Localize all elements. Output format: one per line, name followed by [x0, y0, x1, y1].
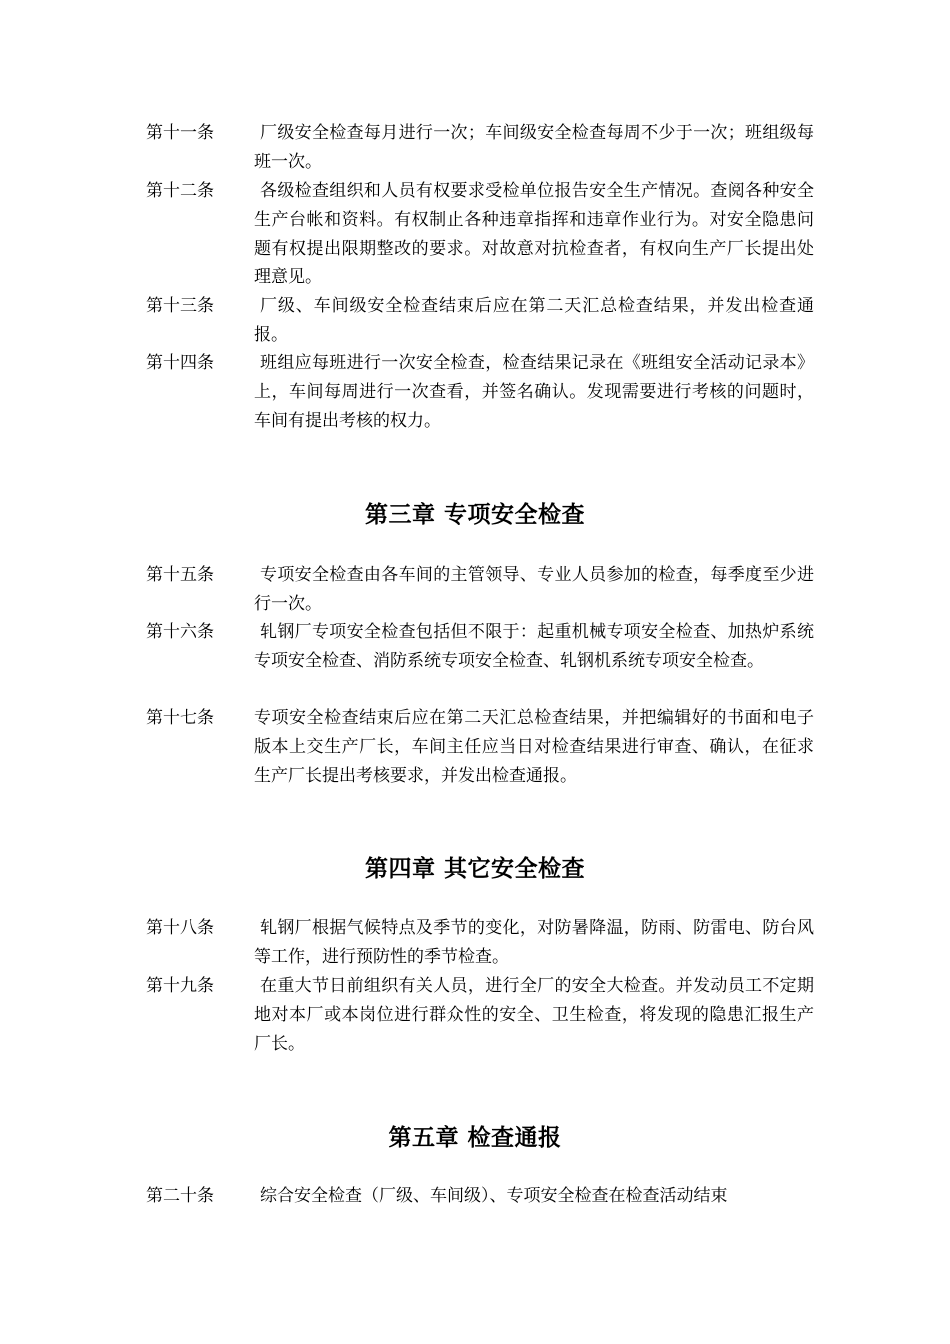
article-text: 专项安全检查由各车间的主管领导、专业人员参加的检查，每季度至少进行一次。 [254, 565, 814, 614]
article-16 [146, 618, 826, 676]
article-text: 专项安全检查结束后应在第二天汇总检查结果，并把编辑好的书面和电子版本上交生产厂长，车间主任应当日对检查结果进行审查、确认，在征求生产厂长提出考核要求，并发出检查通报。 [254, 708, 814, 786]
article-number: 第二十条 [146, 1186, 214, 1206]
article-text: 轧钢厂专项安全检查包括但不限于：起重机械专项安全检查、加热炉系统专项安全检查、消防系统专项安全检查、轧钢机系统专项安全检查。 [254, 622, 814, 671]
article-15 [146, 561, 826, 619]
article-number: 第十九条 [146, 976, 214, 996]
article-number: 第十四条 [146, 353, 214, 373]
article-12 [146, 177, 826, 292]
article-number: 第十二条 [146, 181, 214, 201]
chapter-heading: 第三章 专项安全检查 [364, 501, 585, 528]
article-number: 第十八条 [146, 918, 214, 938]
article-14 [146, 349, 826, 435]
article-number: 第十六条 [146, 622, 214, 642]
chapter-heading: 第四章 其它安全检查 [364, 855, 585, 882]
chapter-heading: 第五章 检查通报 [388, 1124, 562, 1151]
article-20 [146, 1182, 826, 1211]
article-18 [146, 914, 826, 972]
article-number: 第十五条 [146, 565, 214, 585]
article-19 [146, 972, 826, 1058]
article-text: 厂级、车间级安全检查结束后应在第二天汇总检查结果，并发出检查通报。 [254, 296, 814, 345]
article-11 [146, 119, 826, 177]
article-text: 轧钢厂根据气候特点及季节的变化，对防暑降温，防雨、防雷电、防台风等工作，进行预防性的季节检查。 [254, 918, 814, 967]
article-text: 综合安全检查（厂级、车间级）、专项安全检查在检查活动结束 [260, 1186, 728, 1206]
article-number: 第十一条 [146, 123, 214, 143]
article-number: 第十三条 [146, 296, 214, 316]
article-number: 第十七条 [146, 708, 214, 728]
article-text: 各级检查组织和人员有权要求受检单位报告安全生产情况。查阅各种安全生产台帐和资料。有权制止各种违章指挥和违章作业行为。对安全隐患问题有权提出限期整改的要求。对故意对抗检查者，有权向生产厂长提出处理意见。 [254, 181, 814, 288]
article-17 [146, 704, 826, 790]
article-13 [146, 292, 826, 350]
article-text: 班组应每班进行一次安全检查，检查结果记录在《班组安全活动记录本》上，车间每周进行一次查看，并签名确认。发现需要进行考核的问题时，车间有提出考核的权力。 [254, 353, 814, 431]
article-text: 厂级安全检查每月进行一次；车间级安全检查每周不少于一次；班组级每班一次。 [254, 123, 814, 172]
article-text: 在重大节日前组织有关人员，进行全厂的安全大检查。并发动员工不定期地对本厂或本岗位进行群众性的安全、卫生检查，将发现的隐患汇报生产厂长。 [254, 976, 814, 1054]
